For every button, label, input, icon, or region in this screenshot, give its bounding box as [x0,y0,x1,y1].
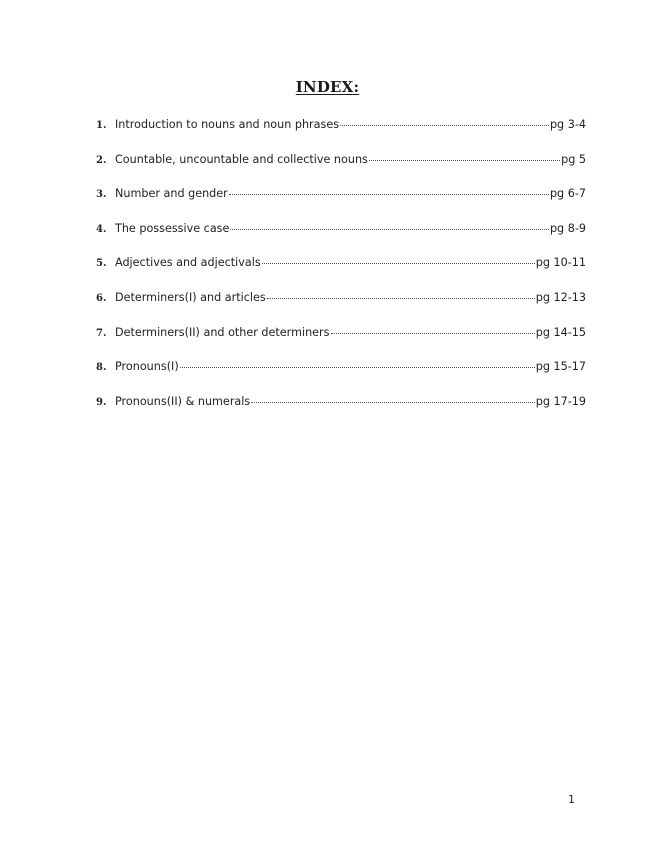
toc-entry-number: 3. [96,189,107,201]
dot-leader [262,262,535,264]
toc-entry [96,187,586,222]
toc-entry-number: 7. [96,327,107,339]
index-title-container [0,78,655,96]
dot-leader [180,366,535,368]
toc-entry-label: The possessive case [115,221,230,235]
dot-leader [251,401,535,403]
toc-entry-page: pg 10-11 [535,256,586,270]
toc-entry-label: Introduction to nouns and noun phrases [115,118,340,131]
dot-leader [340,124,549,126]
toc-entry-page: pg 15-17 [535,360,586,374]
toc-entry-number: 2. [96,154,107,166]
toc-entry-number: 4. [96,223,107,235]
toc-entry-page: pg 3-4 [549,118,586,131]
toc-entry [96,256,586,291]
dot-leader [230,228,549,230]
index-title: INDEX: [295,78,360,96]
toc-entry [96,326,586,361]
toc-entry [96,291,586,326]
dot-leader [369,159,560,161]
toc-entry-label: Pronouns(II) & numerals [115,394,251,408]
toc-entry [96,222,586,257]
toc-entry [96,360,586,395]
toc-entry-label: Adjectives and adjectivals [115,256,261,270]
table-of-contents [96,118,586,429]
toc-entry-label: Determiners(II) and other determiners [115,325,330,339]
toc-entry-page: pg 12-13 [535,290,586,304]
toc-entry [96,153,586,188]
toc-entry-page: pg 6-7 [549,187,586,201]
toc-entry-label: Countable, uncountable and collective nouns [115,152,368,166]
toc-entry-page: pg 14-15 [535,325,586,339]
toc-entry-number: 9. [96,396,107,408]
toc-entry [96,395,586,430]
toc-entry-page: pg 17-19 [535,394,586,408]
toc-entry-label: Number and gender [115,187,228,201]
toc-entry-number: 1. [96,120,107,131]
toc-entry-label: Pronouns(I) [115,360,179,374]
toc-entry-label: Determiners(I) and articles [115,290,266,304]
toc-entry-page: pg 5 [561,152,586,166]
toc-entry-number: 8. [96,362,107,374]
toc-entry-number: 6. [96,292,107,304]
toc-entry [96,118,586,153]
dot-leader [331,332,535,334]
toc-entry-number: 5. [96,258,107,270]
toc-entry-page: pg 8-9 [549,221,586,235]
dot-leader [229,193,549,195]
page-number: 1 [568,793,575,806]
dot-leader [267,297,535,299]
